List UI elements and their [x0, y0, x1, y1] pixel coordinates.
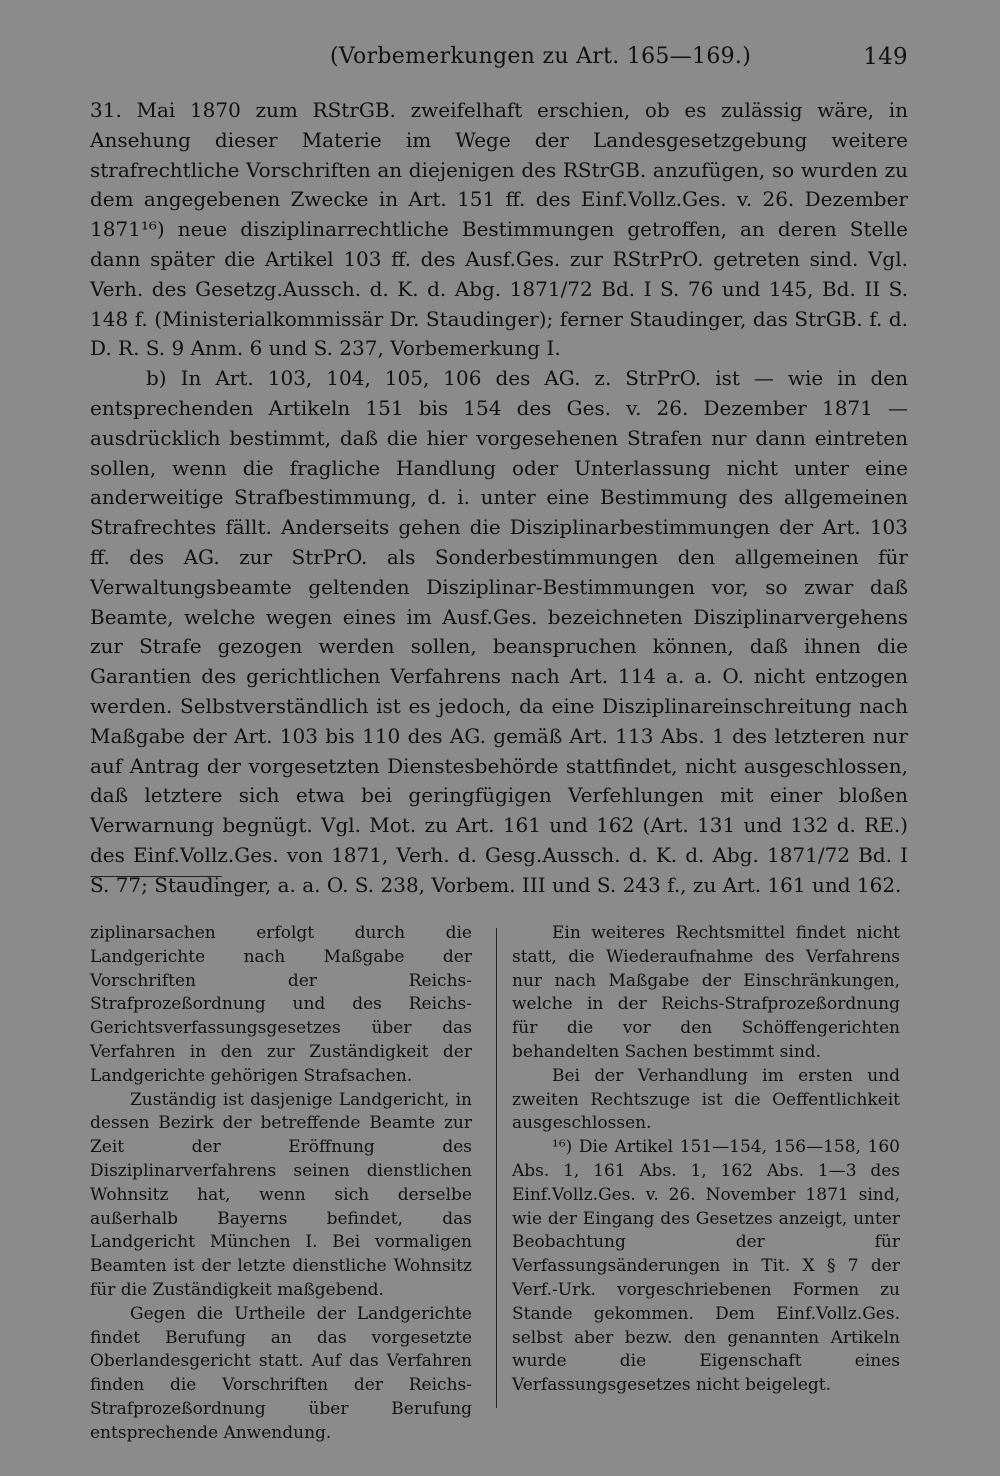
main-text	[90, 96, 908, 901]
page-header	[90, 44, 908, 78]
footnote-paragraph: Zuständig ist dasjenige Landgericht, in dessen Bezirk der betreffende Beamte zur Zeit der Eröffnung des Disziplinarverfahrens seinen dienstlichen Wohnsitz hat, wenn sich derselbe außerhalb Bayerns befindet, das Landgericht München I. Bei vormaligen Beamten ist der letzte dienstliche Wohnsitz für die Zuständigkeit maßgebend.	[90, 1089, 472, 1300]
footnote-separator	[90, 876, 222, 877]
footnote-paragraph: Gegen die Urtheile der Landgerichte findet Berufung an das vorgesetzte Oberlandesgericht statt. Auf das Verfahren finden die Vorschriften der Reichs-Strafprozeßordnung über Berufung entsprechende Anwendung.	[90, 1303, 472, 1443]
footnote-column-right	[512, 922, 900, 1398]
footnote-paragraph: Bei der Verhandlung im ersten und zweiten Rechtszuge ist die Oeffentlichkeit ausgeschlossen.	[512, 1065, 900, 1134]
main-paragraph: b) In Art. 103, 104, 105, 106 des AG. z. StrPrO. ist — wie in den entsprechenden Artikeln 151 bis 154 des Ges. v. 26. Dezember 1871 — ausdrücklich bestimmt, daß die hier vorgesehenen Strafen nur dann eintreten sollen, wenn die fragliche Handlung oder Unterlassung nicht unter eine anderweitige Strafbestimmung, d. i. unter eine Bestimmung des allgemeinen Strafrechtes fällt. Anderseits gehen die Disziplinarbestimmungen der Art. 103 ff. des AG. zur StrPrO. als Sonderbestimmungen den allgemeinen für Verwaltungsbeamte geltenden Disziplinar-Bestimmungen vor, so zwar daß Beamte, welche wegen eines im Ausf.Ges. bezeichneten Disziplinarvergehens zur Strafe gezogen werden sollen, beanspruchen können, daß ihnen die Garantien des gerichtlichen Verfahrens nach Art. 114 a. a. O. nicht entzogen werden. Selbstverständlich ist es jedoch, da eine Disziplinareinschreitung nach Maßgabe der Art. 103 bis 110 des AG. gemäß Art. 113 Abs. 1 des letzteren nur auf Antrag der vorgesetzten Dienstesbehörde stattfindet, nicht ausgeschlossen, daß letztere sich etwa bei geringfügigen Verfehlungen mit einer bloßen Verwarnung begnügt. Vgl. Mot. zu Art. 161 und 162 (Art. 131 und 132 d. RE.) des Einf.Vollz.Ges. von 1871, Verh. d. Gesg.Aussch. d. K. d. Abg. 1871/72 Bd. I S. 77; Staudinger, a. a. O. S. 238, Vorbem. III und S. 243 f., zu Art. 161 und 162.	[90, 366, 908, 897]
footnote-16: ¹⁶) Die Artikel 151—154, 156—158, 160 Abs. 1, 161 Abs. 1, 162 Abs. 1—3 des Einf.Vollz.Ges. v. 26. November 1871 sind, wie der Eingang des Gesetzes anzeigt, unter Beobachtung der für Verfassungsänderungen in Tit. X § 7 der Verf.-Urk. vorgeschriebenen Formen zu Stande gekommen. Dem Einf.Vollz.Ges. selbst aber bezw. den genannten Artikeln wurde die Eigenschaft eines Verfassungsgesetzes nicht beigelegt.	[512, 1137, 900, 1396]
main-paragraph: 31. Mai 1870 zum RStrGB. zweifelhaft erschien, ob es zulässig wäre, in Ansehung dieser Materie im Wege der Landesgesetzgebung weitere strafrechtliche Vorschriften an diejenigen des RStrGB. anzufügen, so wurden zu dem angegebenen Zwecke in Art. 151 ff. des Einf.Vollz.Ges. v. 26. Dezember 1871¹⁶) neue disziplinarrechtliche Bestimmungen getroffen, an deren Stelle dann später die Artikel 103 ff. des Ausf.Ges. zur RStrPrO. getreten sind. Vgl. Verh. des Gesetzg.Aussch. d. K. d. Abg. 1871/72 Bd. I S. 76 und 145, Bd. II S. 148 f. (Ministerialkommissär Dr. Staudinger); ferner Staudinger, das StrGB. f. d. D. R. S. 9 Anm. 6 und S. 237, Vorbemerkung I.	[90, 98, 908, 361]
footnote-column-left	[90, 922, 472, 1446]
footnote-paragraph: ziplinarsachen erfolgt durch die Landgerichte nach Maßgabe der Vorschriften der Reichs-Strafprozeßordnung und des Reichs-Gerichtsverfassungsgesetzes über das Verfahren in den zur Zuständigkeit der Landgerichte gehörigen Strafsachen.	[90, 923, 472, 1086]
column-divider	[496, 928, 497, 1408]
running-title: (Vorbemerkungen zu Art. 165—169.)	[330, 44, 752, 69]
page-number: 149	[863, 44, 908, 70]
footnote-paragraph: Ein weiteres Rechtsmittel findet nicht statt, die Wiederaufnahme des Verfahrens nur nach Maßgabe der Einschränkungen, welche in der Reichs-Strafprozeßordnung für die vor den Schöffengerichten behandelten Sachen bestimmt sind.	[512, 923, 900, 1062]
